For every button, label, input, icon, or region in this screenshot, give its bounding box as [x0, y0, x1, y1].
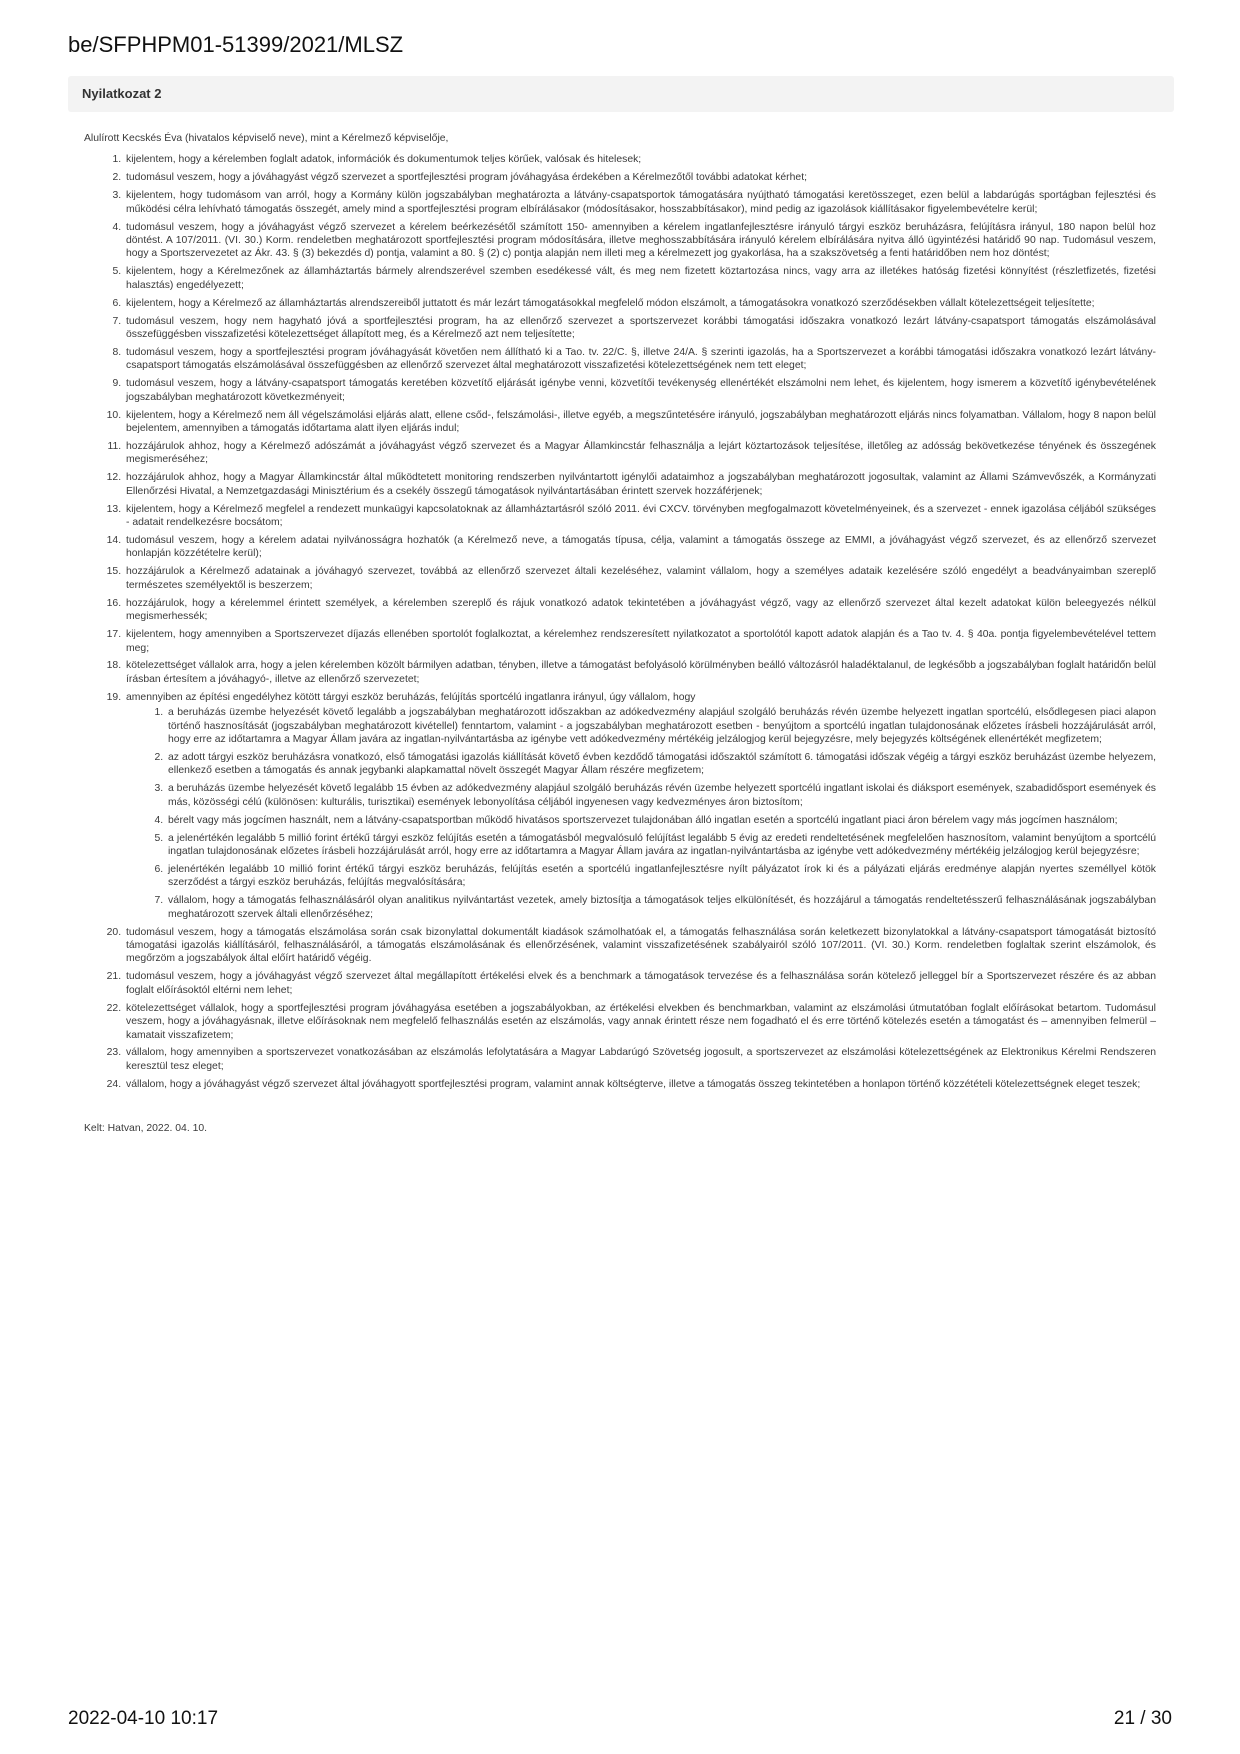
declaration-item: 5. kijelentem, hogy a Kérelmezőnek az államháztartás bármely alrendszerével szemben esedékessé vált, és meg nem fizetett köztartozása nincs, vagy arra az illetékes hatóság fizetési könnyítést (részletfizetés, fizetési halasztás) engedélyezett; [124, 265, 1156, 292]
declaration-item: 21. tudomásul veszem, hogy a jóváhagyást végző szervezet által megállapított értékelési elvek és a benchmark a támogatások tervezése és a felhasználása során kötelező jelleggel bír a Sportszervezet részére és az abban foglalt előírásoktól eltérni nem lehet; [124, 970, 1156, 997]
declaration-item: 6. kijelentem, hogy a Kérelmező az államháztartás alrendszereiből juttatott és már lezárt támogatásokkal megfelelő módon elszámolt, a támogatásokra vonatkozó szerződésekben vállalt kötelezettségeit teljesítette; [124, 297, 1156, 310]
footer-page-number: 21 / 30 [1113, 1708, 1172, 1729]
sub-declaration-item: 3. a beruházás üzembe helyezését követő legalább 15 évben az adókedvezmény alapjául szolgáló beruházás révén üzembe helyezett sportcélú ingatlant iskolai és diáksport események, szabadidősport események és más, közösségi célú (különösen: kulturális, turisztikai) események lebonyolítása céljából ingyenesen vagy kedvezményes áron biztosítom; [166, 782, 1156, 809]
sub-declaration-item: 7. vállalom, hogy a támogatás felhasználásáról olyan analitikus nyilvántartást vezetek, amely biztosítja a támogatások teljes elkülönítését, és hozzájárul a támogatás rendeltetésszerű felhasználásának jogszabályban meghatározott szervek általi ellenőrzéséhez; [166, 894, 1156, 921]
declaration-item: 14. tudomásul veszem, hogy a kérelem adatai nyilvánosságra hozhatók (a Kérelmező neve, a támogatás típusa, célja, valamint a támogatás összege az EMMI, a jóváhagyást végző szervezet, és az ellenőrző szervezet honlapján közzétételre kerül); [124, 534, 1156, 561]
declaration-item: 8. tudomásul veszem, hogy a sportfejlesztési program jóváhagyását követően nem állítható ki a Tao. tv. 22/C. §, illetve 24/A. § szerinti igazolás, ha a Sportszervezet a korábbi támogatási időszakra vonatkozó lezárt látvány-csapatsport támogatás elszámolásával összefüggésben az ellenőrző szervezet által meghatározott visszafizetési kötelezettségének nem tett eleget; [124, 346, 1156, 373]
declaration-item: 23. vállalom, hogy amennyiben a sportszervezet vonatkozásában az elszámolás lefolytatására a Magyar Labdarúgó Szövetség jogosult, a sportszervezet az elszámolási kötelezettségének az Elektronikus Kérelmi Rendszeren keresztül tesz eleget; [124, 1046, 1156, 1073]
declaration-item: 10. kijelentem, hogy a Kérelmező nem áll végelszámolási eljárás alatt, ellene csőd-, felszámolási-, illetve egyéb, a megszűntetésére irányuló, jogszabályban meghatározott eljárás nincs folyamatban. Vállalom, hogy 8 napon belül bejelentem, amennyiben a támogatás időtartama alatt ilyen eljárás indul; [124, 409, 1156, 436]
sub-declaration-list [126, 706, 1156, 921]
footer-timestamp: 2022-04-10 10:17 [68, 1708, 219, 1729]
section-header: Nyilatkozat 2 [68, 76, 1174, 112]
sub-declaration-item: 2. az adott tárgyi eszköz beruházásra vonatkozó, első támogatási igazolás kiállítását követő évben kezdődő támogatási időszaktól számított 6. támogatási időszak végéig a tárgyi eszköz beruházást üzembe helyezem, ellenkező esetben a támogatás és annak jegybanki alapkamattal növelt összegét Magyar Állam részére megfizetem; [166, 751, 1156, 778]
declaration-item: 13. kijelentem, hogy a Kérelmező megfelel a rendezett munkaügyi kapcsolatoknak az államháztartásról szóló 2011. évi CXCV. törvényben megfogalmazott követelményeinek, és a szervezet - ennek igazolása céljából szükséges - adatait rendelkezésre bocsátom; [124, 503, 1156, 530]
declaration-item: 12. hozzájárulok ahhoz, hogy a Magyar Államkincstár által működtetett monitoring rendszerben nyilvántartott igénylői adataimhoz a jogszabályban meghatározott jogosultak, valamint az Állami Számvevőszék, a Kormányzati Ellenőrzési Hivatal, a Nemzetgazdasági Minisztérium és a csekély összegű támogatások nyilvántartásában érintett szervek hozzáférjenek; [124, 471, 1156, 498]
declaration-item: 22. kötelezettséget vállalok, hogy a sportfejlesztési program jóváhagyása esetében a jogszabályokban, az értékelési elvekben és benchmarkban, valamint az elszámolási útmutatóban foglalt előírásokat betartom. Tudomásul veszem, hogy a jóváhagyásnak, illetve előírásoknak nem megfelelő felhasználás esetén az elszámolás, vagy annak érintett része nem fogadható el és erre történő kötelezés esetén a támogatást és – amennyiben felmerül – kamatait visszafizetem; [124, 1002, 1156, 1042]
sub-declaration-item: 1. a beruházás üzembe helyezését követő legalább a jogszabályban meghatározott időszakban az adókedvezmény alapjául szolgáló beruházás révén üzembe helyezett ingatlan sportcélú, elsődlegesen piaci alapon történő hasznosítását (jogszabályban meghatározott kivétellel) fenntartom, valamint - a jogszabályban meghatározott esetben - benyújtom a sportcélú ingatlan tulajdonosának előzetes írásbeli hozzájárulását arról, hogy erre az időtartamra a Magyar Állam javára az ingatlan-nyilvántartásba az igénybe vett adókedvezmény mértékéig jelzálogjog kerül bejegyzésre, mely bejegyzés költségének ellenértékét megfizetem; [166, 706, 1156, 746]
declaration-item: 3. kijelentem, hogy tudomásom van arról, hogy a Kormány külön jogszabályban meghatározta a látvány-csapatsportok támogatására nyújtható támogatási keretösszeget, ezen belül a labdarúgás sportágban fejlesztési és működési célra lehívható támogatás összegét, amely mind a sportfejlesztési program elbírálásakor (módosításakor, hosszabbításakor), mind pedig az igazolások kiállításakor figyelembevételre kerül; [124, 189, 1156, 216]
declaration-item-text: amennyiben az építési engedélyhez kötött tárgyi eszköz beruházás, felújítás sportcélú ingatlanra irányul, úgy vállalom, hogy [126, 691, 696, 703]
sub-declaration-item: 5. a jelenértékén legalább 5 millió forint értékű tárgyi eszköz felújítás esetén a támogatásból megvalósuló felújítást legalább 5 évig az eredeti rendeltetésének megfelelően hasznosítom, valamint benyújtom a sportcélú ingatlan tulajdonosának előzetes írásbeli hozzájárulását arról, hogy erre az időtartamra a Magyar Állam javára az ingatlan-nyilvántartásba az igénybe vett adókedvezmény mértékéig jelzálogjog kerül bejegyzésre; [166, 832, 1156, 859]
declaration-item: 24. vállalom, hogy a jóváhagyást végző szervezet által jóváhagyott sportfejlesztési program, valamint annak költségterve, illetve a támogatás összeg tekintetében a honlapon történő közzétételi kötelezettségnek eleget teszek; [124, 1078, 1156, 1091]
declaration-item: 1. kijelentem, hogy a kérelemben foglalt adatok, információk és dokumentumok teljes körűek, valósak és hitelesek; [124, 153, 1156, 166]
dated-place: Kelt: Hatvan, 2022. 04. 10. [84, 1123, 208, 1135]
declaration-item: 4. tudomásul veszem, hogy a jóváhagyást végző szervezet a kérelem beérkezésétől számított 150- amennyiben a kérelem ingatlanfejlesztésre irányuló tárgyi eszköz beruházásra, felújításra irányul, 180 napon belül hoz döntést. A 107/2011. (VI. 30.) Korm. rendeletben meghatározott sportfejlesztési program módosítására, illetve meghosszabbítására irányuló kérelem elbírálására nyitva álló ügyintézési határidő 90 nap. Tudomásul veszem, hogy a Sportszervezetet az Ákr. 43. § (3) bekezdés d) pontja, valamint a 80. § (2) c) pontja alapján nem illeti meg a kérelmezett jog gyakorlása, ha a szakszövetség a fenti határidőben nem hoz döntést; [124, 221, 1156, 261]
declaration-item: 11. hozzájárulok ahhoz, hogy a Kérelmező adószámát a jóváhagyást végző szervezet és a Magyar Államkincstár felhasználja a lejárt köztartozások teljesítése, illetőleg az adósság bekövetkezése tényének és összegének megismeréséhez; [124, 440, 1156, 467]
declaration-item: 9. tudomásul veszem, hogy a látvány-csapatsport támogatás keretében közvetítő eljárását igénybe venni, közvetítői tevékenység ellenértékét elszámolni nem lehet, és kijelentem, hogy ismerem a közvetítő igénybevételének jogszabályban meghatározott következményeit; [124, 377, 1156, 404]
sub-declaration-item: 6. jelenértékén legalább 10 millió forint értékű tárgyi eszköz beruházás, felújítás esetén a sportcélú ingatlanfejlesztésre nyílt pályázatot írok ki és a pályázati eljárás eredménye alapján nyertes személlyel kötök szerződést a tárgyi eszköz beruházás, felújítás megvalósítására; [166, 863, 1156, 890]
declaration-list [84, 153, 1156, 1091]
declaration-item-with-subitems [124, 691, 1156, 921]
sub-declaration-item: 4. bérelt vagy más jogcímen használt, nem a látvány-csapatsportban működő hivatásos sportszervezet tulajdonában álló ingatlan esetén a sportcélú ingatlant piaci áron bérelem vagy más jogcímen használom; [166, 814, 1156, 827]
declaration-item: 16. hozzájárulok, hogy a kérelemmel érintett személyek, a kérelemben szereplő és rájuk vonatkozó adatok tekintetében a jóváhagyást végző, vagy az ellenőrző szervezet által kezelt adatokat külön beleegyezés nélkül megismerhessék; [124, 597, 1156, 624]
declaration-item: 18. kötelezettséget vállalok arra, hogy a jelen kérelemben közölt bármilyen adatban, tényben, illetve a támogatást befolyásoló körülményben beálló változásról haladéktalanul, de legkésőbb a jogszabályban foglalt határidőn belül írásban értesítem a jóváhagyó-, illetve az ellenőrző szervezetet; [124, 659, 1156, 686]
declaration-item: 2. tudomásul veszem, hogy a jóváhagyást végző szervezet a sportfejlesztési program jóváhagyása érdekében a Kérelmezőtől további adatokat kérhet; [124, 171, 1156, 184]
declaration-body [84, 132, 1156, 1136]
declaration-item: 15. hozzájárulok a Kérelmező adatainak a jóváhagyó szervezet, továbbá az ellenőrző szervezet általi kezeléséhez, valamint vállalom, hogy a személyes adataik kezelésére szóló engedélyt a beadványaimban szereplő természetes személyektől is beszerzem; [124, 565, 1156, 592]
declaration-item: 7. tudomásul veszem, hogy nem hagyható jóvá a sportfejlesztési program, ha az ellenőrző szervezet a sportszervezet korábbi támogatási időszakra vonatkozó lezárt látvány-csapatsport támogatás elszámolásával összefüggésben visszafizetési kötelezettséget állapított meg, és a Kérelmező azt nem teljesítette; [124, 315, 1156, 342]
declaration-item: 20. tudomásul veszem, hogy a támogatás elszámolása során csak bizonylattal dokumentált kiadások számolhatóak el, a támogatás felhasználása során keletkezett bizonylatokkal a látvány-csapatsport támogatását biztosító támogatási igazolás kiállításáról, felhasználásáról, a támogatás elszámolásának és ellenőrzésének, valamint visszafizetésének szabályairól szóló 107/2011. (VI. 30.) Korm. rendeletben foglaltak szerint elszámolok, és megőrzöm a jogszabályok által előírt határidő végéig. [124, 926, 1156, 966]
declaration-item: 17. kijelentem, hogy amennyiben a Sportszervezet díjazás ellenében sportolót foglalkoztat, a kérelemhez rendszeresített nyilatkozatot a sportolótól kapott adatok alapján és a Tao tv. 4. § 40a. pontja figyelembevételével tettem meg; [124, 628, 1156, 655]
intro-text: Alulírott Kecskés Éva (hivatalos képviselő neve), mint a Kérelmező képviselője, [84, 133, 449, 144]
document-id: be/SFPHPM01-51399/2021/MLSZ [68, 32, 404, 57]
